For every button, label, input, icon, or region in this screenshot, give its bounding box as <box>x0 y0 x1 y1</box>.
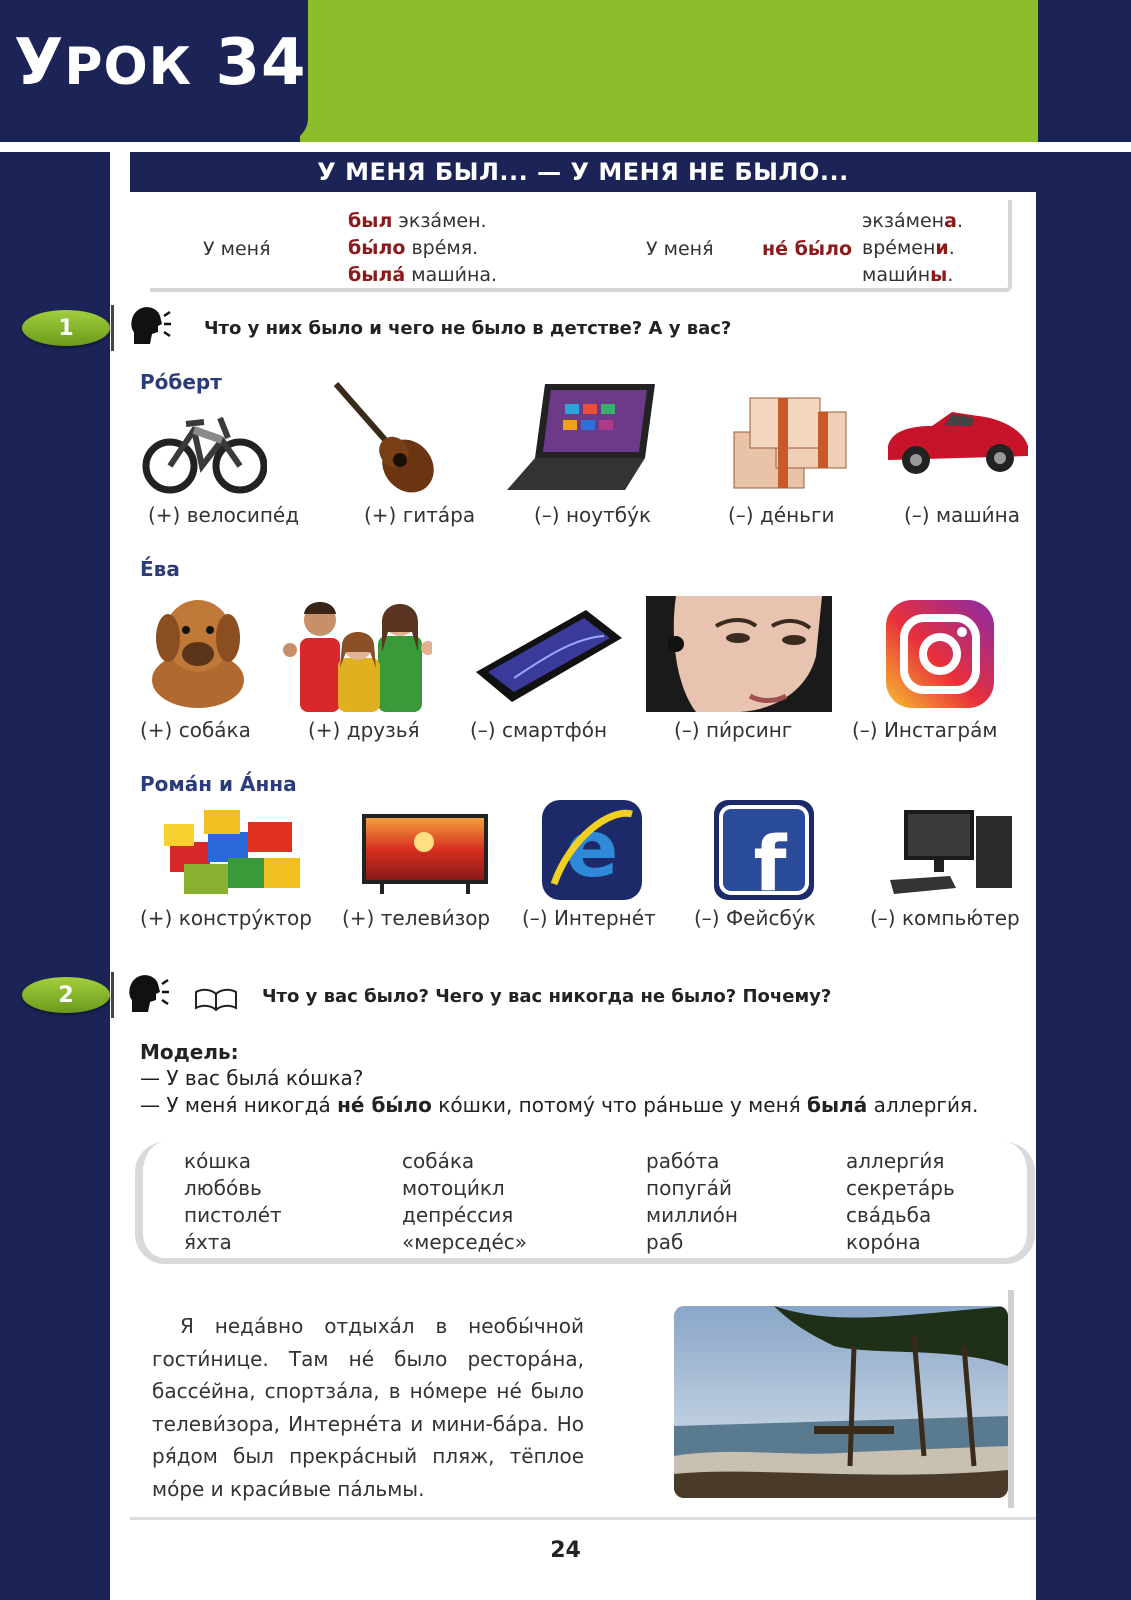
internet-explorer-icon <box>540 798 644 902</box>
computer-icon <box>890 806 1016 898</box>
grammar-left-row: был экза́мен. <box>348 210 487 232</box>
bottom-divider <box>130 1517 1036 1520</box>
bicycle-icon <box>142 400 267 495</box>
speaking-icon <box>126 972 170 1016</box>
vocab-column: соба́ка мотоци́кл депре́ссия «мерседе́с» <box>402 1149 527 1254</box>
instagram-icon <box>884 598 996 710</box>
item-caption: (–) де́ньги <box>728 503 835 527</box>
person-name: Рома́н и А́нна <box>140 772 297 796</box>
grammar-left-subject: У меня́ <box>203 238 271 260</box>
divider <box>111 972 114 1018</box>
grammar-right-row: маши́ны. <box>862 264 954 286</box>
book-icon <box>194 986 238 1012</box>
item-caption: (–) маши́на <box>904 503 1020 527</box>
item-caption: (+) друзья́ <box>308 718 420 742</box>
right-margin-strip <box>1036 152 1131 1600</box>
tv-icon <box>360 812 490 898</box>
beach-photo <box>674 1306 1008 1498</box>
divider <box>111 305 114 351</box>
grammar-right-row: вре́мени. <box>862 237 955 259</box>
item-caption: (+) телеви́зор <box>342 906 491 930</box>
item-caption: (–) Интерне́т <box>522 906 656 930</box>
vocab-column: рабо́та попуга́й миллио́н раб <box>646 1149 738 1254</box>
vocab-column: ко́шка любо́вь пистоле́т я́хта <box>184 1149 282 1254</box>
page-number: 24 <box>550 1538 581 1563</box>
photo-frame-edge <box>1008 1290 1014 1508</box>
grammar-left-row: была́ маши́на. <box>348 264 498 286</box>
model-line: — У вас была́ ко́шка? <box>140 1066 364 1090</box>
story-text: Я неда́вно отдыха́л в необы́чной гости́нице. Там не́ было рестора́на, бассе́йна, спортза́ла, в но́мере не́ было телеви́зора, Интерне́та и мини-ба́ра. Но ря́дом был прекра́сный пляж, тёплое мо́ре и краси́вые па́льмы. <box>152 1314 584 1501</box>
item-caption: (+) велосипе́д <box>148 503 300 527</box>
exercise-1-task: Что у них было и чего не было в детстве? А у вас? <box>204 318 732 339</box>
grammar-left-row: бы́ло вре́мя. <box>348 237 479 259</box>
svg-text:f: f <box>753 819 787 902</box>
grammar-right-row: экза́мена. <box>862 210 963 232</box>
item-caption: (+) соба́ка <box>140 718 251 742</box>
exercise-1-badge: 1 <box>22 310 110 346</box>
speaking-icon <box>128 304 172 348</box>
friends-icon <box>282 592 432 712</box>
header-title-tab <box>0 0 308 142</box>
person-name: Ро́берт <box>140 370 222 394</box>
car-icon <box>882 400 1032 480</box>
smartphone-icon <box>474 608 624 708</box>
money-icon <box>730 392 850 492</box>
item-caption: (–) компью́тер <box>870 906 1020 930</box>
section-title-bar <box>130 152 1036 192</box>
item-caption: (–) пи́рсинг <box>674 718 793 742</box>
model-label: Модель: <box>140 1040 239 1064</box>
svg-text:e: e <box>565 805 619 895</box>
guitar-icon <box>330 380 440 500</box>
item-caption: (–) Фейсбу́к <box>694 906 816 930</box>
lego-icon <box>164 802 304 898</box>
vocab-column: аллерги́я секрета́рь сва́дьба коро́на <box>846 1149 955 1254</box>
dog-icon <box>148 588 248 713</box>
grammar-right-verb: не́ бы́ло <box>762 238 853 260</box>
exercise-2-badge: 2 <box>22 977 110 1013</box>
item-caption: (–) Инстагра́м <box>852 718 998 742</box>
exercise-2-task: Что у вас было? Чего у вас никогда не было? Почему? <box>262 986 832 1007</box>
left-margin-strip <box>0 152 110 1600</box>
facebook-icon <box>712 798 816 902</box>
section-title: У МЕНЯ БЫЛ... — У МЕНЯ НЕ БЫЛО... <box>317 158 849 186</box>
header-green-band <box>300 0 1038 142</box>
item-caption: (+) гита́ра <box>364 503 476 527</box>
model-line: — У меня́ никогда́ не́ бы́ло ко́шки, потому́ что ра́ньше у меня́ была́ аллерги́я. <box>140 1093 979 1117</box>
item-caption: (–) смартфо́н <box>470 718 608 742</box>
lesson-title: УРОК 34 <box>14 26 307 100</box>
grammar-right-subject: У меня́ <box>646 238 714 260</box>
laptop-icon <box>505 380 660 495</box>
item-caption: (+) констру́ктор <box>140 906 312 930</box>
person-name: Е́ва <box>140 557 180 581</box>
piercing-icon <box>646 596 832 712</box>
item-caption: (–) ноутбу́к <box>534 503 652 527</box>
